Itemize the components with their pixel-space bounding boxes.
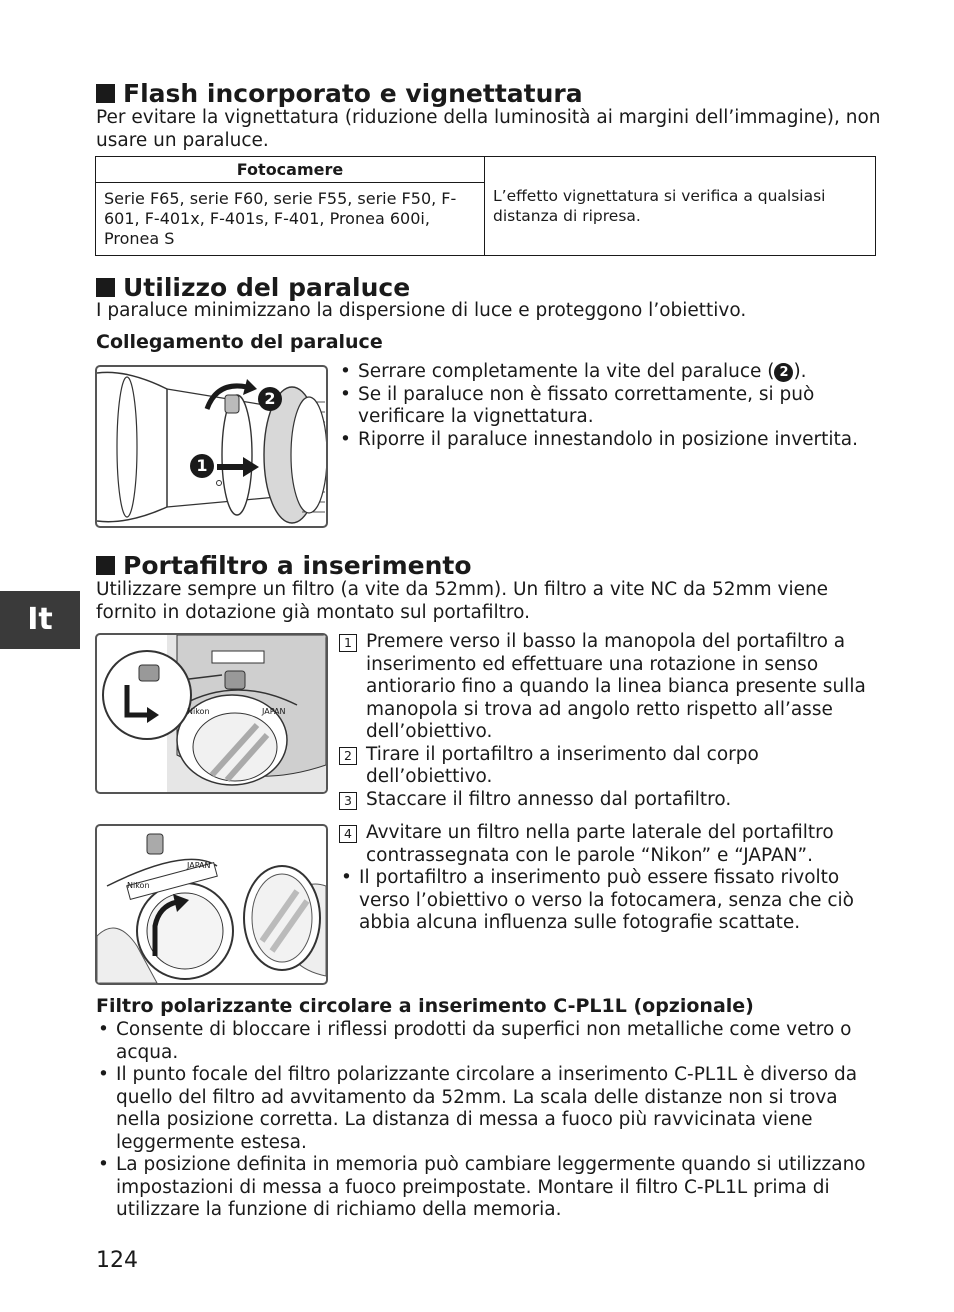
flash-camera-table [95, 156, 876, 256]
filter-step-4 [339, 822, 879, 935]
page-number: 124 [96, 1248, 138, 1273]
polarizer-bullet-2: • Il punto focale del filtro polarizzante circolare a inserimento C-PL1L è diverso da quello del filtro ad avvitamento da 52mm. La scala delle distanze non si trova nella posizione corretta. La distanza di messa a fuoco più ravvicinata viene leggermente estesa. [96, 1064, 881, 1154]
hood-bullet-2: • Se il paraluce non è fissato correttamente, si può verificare la vignettatura. [338, 384, 886, 429]
figure-text-nikon: Nikon [127, 881, 150, 890]
table-cameras: Serie F65, serie F60, serie F55, serie F50, F-601, F-401x, F-401s, F-401, Pronea 600i, Pronea S [96, 183, 485, 256]
section-title-filter: Portafiltro a inserimento [96, 552, 472, 580]
table-header: Fotocamere [96, 157, 485, 183]
filter-mounting-illustration [95, 824, 328, 985]
hood-bullet-3: • Riporre il paraluce innestandolo in posizione invertita. [338, 429, 886, 452]
square-bullet-icon [96, 278, 115, 297]
polarizer-title: Filtro polarizzante circolare a inserimento C-PL1L (opzionale) [96, 995, 754, 1017]
filter-holder-drawing [97, 635, 326, 792]
polarizer-bullet-3: • La posizione definita in memoria può cambiare leggermente quando si utilizzano impostazioni di messa a fuoco preimpostate. Montare il filtro C-PL1L prima di utilizzare la funzione di richiamo della memoria. [96, 1154, 881, 1222]
filter-intro: Utilizzare sempre un filtro (a vite da 52mm). Un filtro a vite NC da 52mm viene fornito in dotazione già montato sul portafiltro. [96, 579, 829, 623]
filter-holder-illustration [95, 633, 328, 794]
section-title-hood: Utilizzo del paraluce [96, 274, 410, 302]
hood-bullet-1: • Serrare completamente la vite del paraluce ( 2 ). [338, 361, 886, 384]
section-title-flash: Flash incorporato e vignettatura [96, 80, 583, 108]
step-3: 3 Staccare il filtro annesso dal portafiltro. [339, 789, 869, 812]
lens-hood-drawing [97, 367, 326, 526]
flash-intro: Per evitare la vignettatura (riduzione della luminosità ai margini dell’immagine), non usare un paraluce. [96, 107, 881, 151]
step-1: 1 Premere verso il basso la manopola del portafiltro a inserimento ed effettuare una rotazione in senso antiorario fino a quando la linea bianca presente sulla manopola si trova ad angolo retto rispetto all’asse dell’obiettivo. [339, 631, 869, 744]
polarizer-bullets [96, 1019, 881, 1222]
filter-bullet: • Il portafiltro a inserimento può essere fissato rivolto verso l’obiettivo o verso la fotocamera, senza che ciò abbia alcuna influenza sulle fotografie scattate. [339, 867, 879, 935]
filter-mounting-drawing [97, 826, 326, 983]
lens-hood-illustration [95, 365, 328, 528]
step-2: 2 Tirare il portafiltro a inserimento dal corpo dell’obiettivo. [339, 744, 869, 789]
language-tab: It [0, 591, 80, 649]
figure-text-japan: JAPAN [187, 861, 211, 870]
step-number: 4 [339, 825, 357, 843]
square-bullet-icon [96, 556, 115, 575]
figure-callout-1: 1 [190, 454, 214, 478]
step-number: 3 [339, 792, 357, 810]
hood-bullets [338, 361, 886, 451]
polarizer-bullet-1: • Consente di bloccare i riflessi prodotti da superfici non metalliche come vetro o acqua. [96, 1019, 881, 1064]
square-bullet-icon [96, 84, 115, 103]
figure-text-japan: JAPAN [262, 707, 286, 716]
figure-text-nikon: Nikon [187, 707, 210, 716]
hood-subtitle: Collegamento del paraluce [96, 331, 383, 353]
step-number: 1 [339, 634, 357, 652]
filter-steps-1-3 [339, 631, 869, 811]
step-number: 2 [339, 747, 357, 765]
callout-2-icon: 2 [774, 363, 793, 382]
hood-intro: I paraluce minimizzano la dispersione di luce e proteggono l’obiettivo. [96, 300, 747, 321]
table-note: L’effetto vignettatura si verifica a qualsiasi distanza di ripresa. [485, 157, 876, 256]
step-4: 4 Avvitare un filtro nella parte laterale del portafiltro contrassegnata con le parole “Nikon” e “JAPAN”. [339, 822, 879, 867]
figure-callout-2: 2 [258, 387, 282, 411]
